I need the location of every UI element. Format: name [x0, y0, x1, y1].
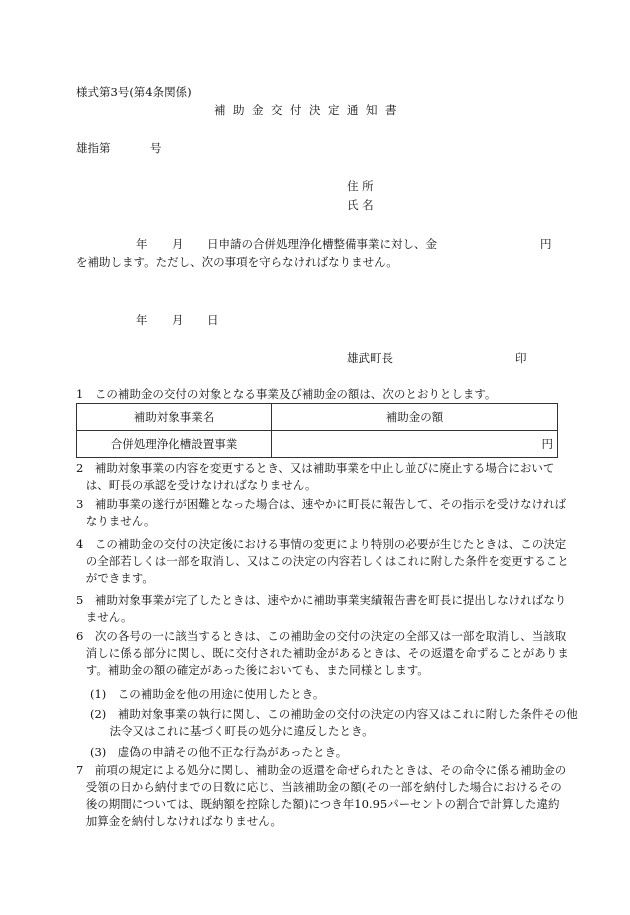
- header-subsidy-amount: 補助金の額: [272, 404, 558, 431]
- subitem-3: (3) 虚偽の申請その他不正な行為があったとき。: [90, 745, 348, 759]
- item-5: 5 補助対象事業が完了したときは、速やかに補助事業実績報告書を町長に提出しなければなりません。: [76, 593, 567, 624]
- issuer-title: 雄武町長: [347, 351, 393, 365]
- amount-yen: 円: [540, 237, 552, 251]
- item-3: 3 補助事業の遂行が困難となった場合は、速やかに町長に報告して、その指示を受けなければなりません。: [76, 497, 567, 528]
- item-4: 4 この補助金の交付の決定後における事情の変更により特別の必要が生じたときは、この決定の全部若しくは一部を取消し、又はこの決定の内容若しくはこれに附した条件を変更することができます。: [76, 537, 569, 585]
- seal-mark: 印: [515, 351, 527, 365]
- table-row: [77, 431, 558, 458]
- application-year: 年: [136, 237, 148, 251]
- document-title: 補助金交付決定通知書: [214, 103, 404, 117]
- application-sentence: 日申請の合併処理浄化槽整備事業に対し、金: [207, 237, 437, 251]
- doc-number-suffix: 号: [150, 141, 162, 155]
- item-7: 7 前項の規定による処分に関し、補助金の返還を命ぜられたときは、その命令に係る補助金の受領の日から納付までの日数に応じ、当該補助金の額(その一部を納付した場合におけるその後の期間については、既納額を控除した額)につき年10.95パーセントの割合で計算した違約加算金を納付しなければなりません。: [76, 763, 567, 828]
- project-name-cell: 合併処理浄化槽設置事業: [77, 431, 272, 458]
- item-6: 6 次の各号の一に該当するときは、この補助金の交付の決定の全部又は一部を取消し、当該取消しに係る部分に関し、既に交付された補助金があるときは、その返還を命ずることがあります。補助金の額の確定があった後においても、また同様とします。: [76, 629, 569, 677]
- item-2: 2 補助対象事業の内容を変更するとき、又は補助事業を中止し並びに廃止する場合においては、町長の承認を受けなければなりません。: [76, 461, 555, 492]
- subsidy-table: [76, 403, 558, 458]
- subsidy-amount-cell: 円: [272, 431, 558, 458]
- table-header-row: [77, 404, 558, 431]
- notice-year: 年: [136, 313, 148, 327]
- subitem-1: (1) この補助金を他の用途に使用したとき。: [90, 687, 325, 701]
- doc-number-prefix: 雄指第: [76, 141, 111, 155]
- notice-day: 日: [207, 313, 219, 327]
- header-project-name: 補助対象事業名: [77, 404, 272, 431]
- application-month: 月: [172, 237, 184, 251]
- application-sentence-2: を補助します。ただし、次の事項を守らなければなりません。: [76, 255, 398, 269]
- notice-month: 月: [172, 313, 184, 327]
- address-label: 住 所: [347, 179, 374, 193]
- item-1: 1 この補助金の交付の対象となる事業及び補助金の額は、次のとおりとします。: [76, 387, 497, 401]
- name-label: 氏 名: [347, 198, 374, 212]
- form-label: 様式第3号(第4条関係): [76, 85, 192, 99]
- subitem-2: (2) 補助対象事業の執行に関し、この補助金の交付の決定の内容又はこれに附した条件その他法令又はこれに基づく町長の処分に違反したとき。: [90, 707, 578, 738]
